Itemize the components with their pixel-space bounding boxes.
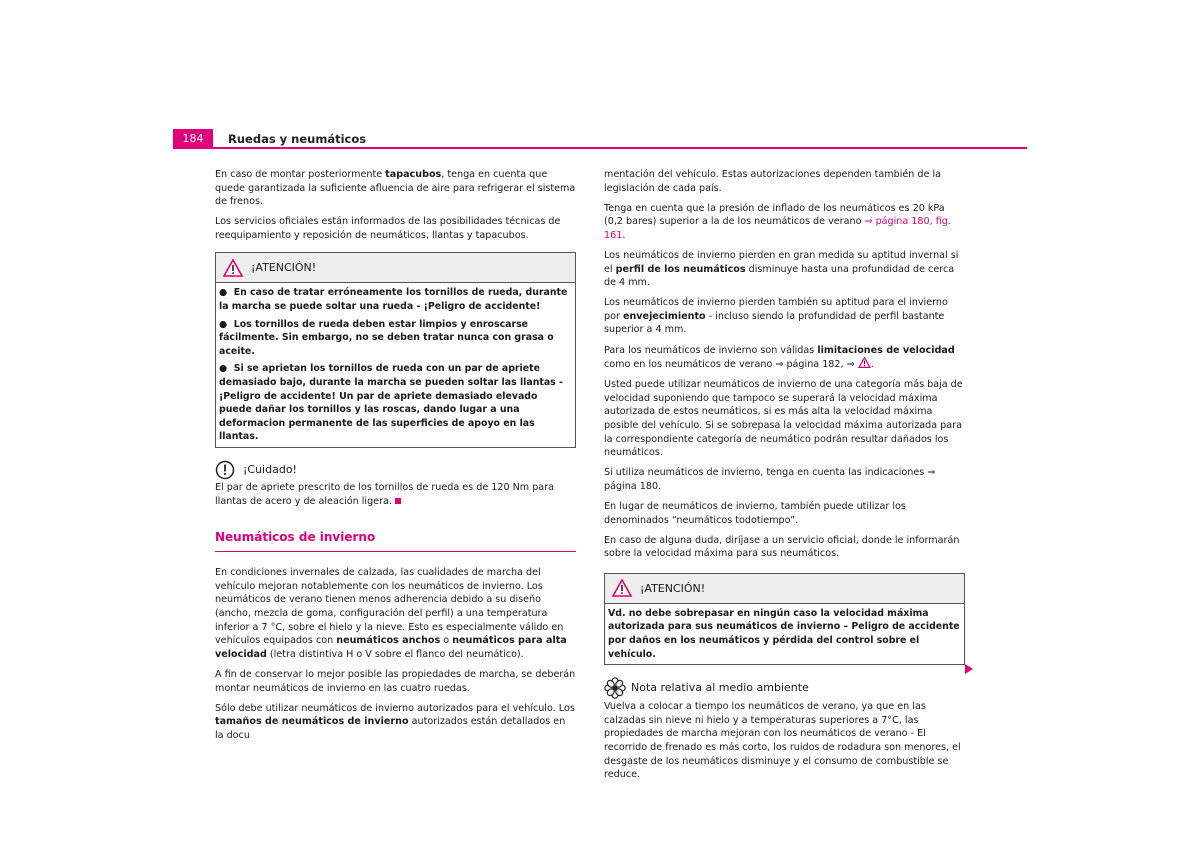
paragraph: Los servicios oficiales están informados de las posibilidades técnicas de reequipamiento y reposición de neumáticos, llantas y tapacubos. (215, 216, 561, 241)
header-rule (173, 147, 1027, 149)
paragraph: Sólo debe utilizar neumáticos de invierno autorizados para el vehículo. Los tamaños de neumáticos de invierno autorizados están detallados en la docu (215, 702, 575, 741)
paragraph: mentación del vehículo. Estas autorizaciones dependen también de la legislación de cada país. (604, 169, 942, 194)
paragraph: Usted puede utilizar neumáticos de invierno de una categoría más baja de velocidad suponiendo que tampoco se superará la velocidad máxima autorizada de estos neumáticos, si es más alta la velocidad máxima posible del vehículo. Si se sobrepasa la velocidad máxima autorizada para la correspondiente categoría de neumático podrán resultar dañados los neumáticos. (604, 379, 963, 459)
warning-item: ● Los tornillos de rueda deben estar limpios y enroscarse fácilmente. Sin embargo, no se deben tratar nunca con grasa o aceite. (219, 318, 554, 357)
warning-box (604, 573, 965, 665)
paragraph: A fin de conservar lo mejor posible las propiedades de marcha, se deberán montar neumáticos de invierno en las cuatro ruedas. (215, 668, 576, 694)
caution-header (215, 460, 576, 480)
heading: Neumáticos de invierno (215, 530, 376, 545)
page-reference-link[interactable]: ⇒ página 180, fig. 161 (604, 216, 951, 241)
paragraph: Los neumáticos de invierno pierden también su aptitud para el invierno por envejecimiento - incluso siendo la profundidad de perfil bastante superior a 4 mm. (604, 297, 948, 336)
section-title: Ruedas y neumáticos (228, 132, 367, 146)
environment-title: Nota relativa al medio ambiente (631, 681, 809, 695)
warning-header (605, 574, 964, 604)
paragraph: Los neumáticos de invierno pierden en gran medida su aptitud invernal si el perfil de los neumáticos disminuye hasta una profundidad de cerca de 4 mm. (604, 249, 959, 289)
warning-text: Vd. no debe sobrepasar en ningún caso la velocidad máxima autorizada para sus neumáticos de invierno – Peligro de accidente por daños en los neumáticos y pérdida del control sobre el vehículo. (608, 607, 960, 660)
paragraph: En caso de alguna duda, diríjase a un servicio oficial, donde le informarán sobre la velocidad máxima para sus neumáticos. (604, 534, 960, 560)
paragraph: Si utiliza neumáticos de invierno, tenga en cuenta las indicaciones ⇒ página 180. (604, 467, 936, 492)
winter-tyres-heading (215, 531, 576, 552)
caution-text: El par de apriete prescrito de los tornillos de rueda es de 120 Nm para llantas de acero y de aleación ligera. (215, 482, 554, 507)
paragraph: En lugar de neumáticos de invierno, también puede utilizar los denominados “neumáticos todotiempo”. (604, 500, 906, 526)
end-square-icon (395, 498, 401, 504)
caution-exclamation-icon (215, 460, 235, 480)
paragraph: Para los neumáticos de invierno son válidas limitaciones de velocidad como en los neumáticos de verano ⇒ página 182, ⇒ . (604, 344, 955, 371)
caution-note (215, 460, 576, 508)
warning-header (216, 253, 575, 283)
right-column (604, 168, 965, 788)
warning-title: ¡ATENCIÓN! (251, 261, 317, 275)
page-number: 184 (173, 129, 213, 148)
paragraph: En caso de montar posteriormente tapacubos, tenga en cuenta que quede garantizada la suficiente afluencia de aire para refrigerar el sistema de frenos. (215, 169, 576, 208)
environment-text: Vuelva a colocar a tiempo los neumáticos de verano, ya que en las calzadas sin nieve ni hielo y a temperaturas superiores a 7°C, las propiedades de marcha mejoran con los neumáticos de verano - El recorrido de frenado es más corto, los ruidos de rodadura son menores, el desgaste de los neumáticos disminuye y el consumo de combustible se reduce. (604, 701, 961, 781)
left-column (215, 168, 576, 749)
continue-arrow-icon[interactable] (965, 664, 973, 674)
environment-header (604, 677, 965, 699)
paragraph: En condiciones invernales de calzada, las cualidades de marcha del vehículo mejoran notablemente con los neumáticos de invierno. Los neumáticos de verano tienen menos adherencia debido a su diseño (ancho, mezcla de goma, configuración del perfil) a una temperatura inferior a 7 °C, sobre el hielo y la nieve. Esto es especialmente válido en vehículos equipados con neumáticos anchos o neumáticos para alta velocidad (letra distintiva H o V sobre el flanco del neumático). (215, 567, 567, 660)
heading-rule (215, 551, 576, 552)
warning-item: ● En caso de tratar erróneamente los tornillos de rueda, durante la marcha se puede soltar una rueda - ¡Peligro de accidente! (219, 287, 568, 313)
warning-title: ¡ATENCIÓN! (640, 581, 706, 595)
environment-note (604, 677, 965, 782)
warning-item: ● Si se aprietan los tornillos de rueda con un par de apriete demasiado bajo, durante la marcha se pueden soltar las llantas - ¡Peligro de accidente! Un par de apriete demasiado elevado puede dañar los tornillos y las roscas, dando lugar a una deformacion permanente de las superficies de apoyo en las llantas. (219, 363, 563, 443)
warning-triangle-icon (612, 579, 632, 597)
warning-triangle-icon (858, 357, 871, 368)
warning-box (215, 252, 576, 448)
environment-flower-icon (604, 677, 626, 699)
warning-triangle-icon (223, 259, 243, 277)
warning-body (216, 283, 575, 447)
paragraph: Tenga en cuenta que la presión de inflado de los neumáticos es 20 kPa (0,2 bares) superior a la de los neumáticos de verano ⇒ página 180, fig. 161. (604, 202, 951, 241)
caution-title: ¡Cuidado! (243, 463, 297, 477)
